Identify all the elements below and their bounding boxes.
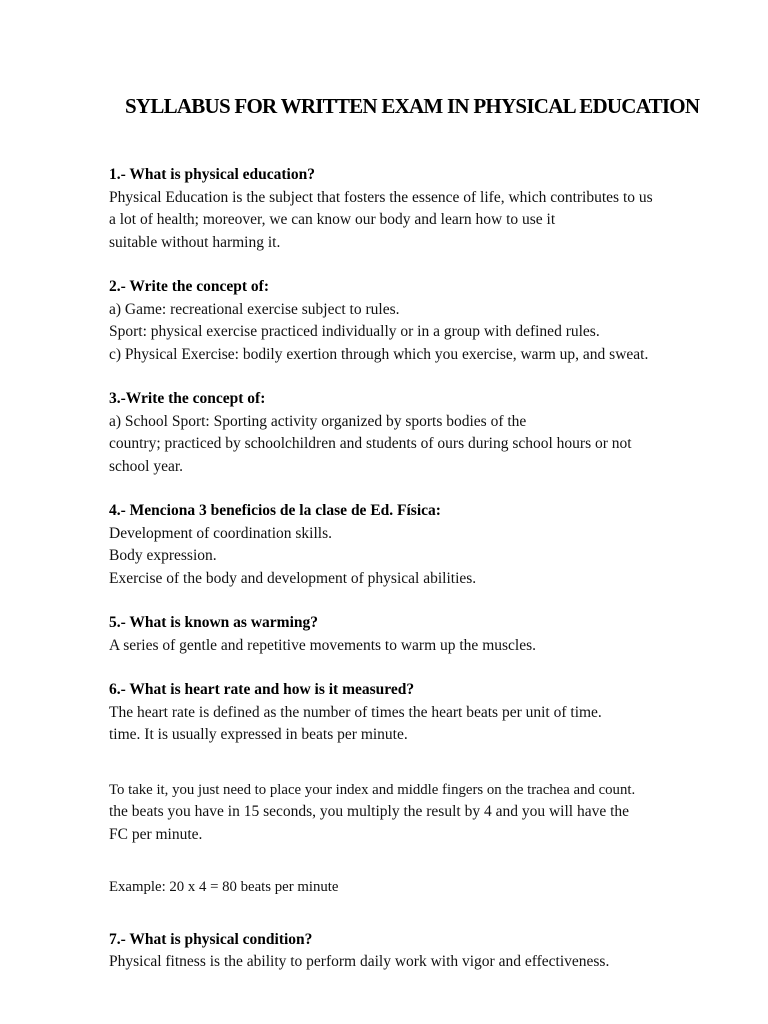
answer-line: a lot of health; moreover, we can know our body and learn how to use it [109,211,556,228]
answer-line: Physical fitness is the ability to perform daily work with vigor and effectiveness. [109,953,610,970]
section-4 [109,500,749,590]
answer-line: The heart rate is defined as the number of times the heart beats per unit of time. [109,703,602,721]
section-3 [109,388,749,478]
heart-rate-example-paragraph [109,876,749,899]
section-5 [109,612,749,657]
answer-line: Physical Education is the subject that fosters the essence of life, which contributes to us [109,188,653,206]
answer-line: Development of coordination skills. [109,524,332,542]
question-heading: 5.- What is known as warming? [109,614,319,631]
answer-line: Sport: physical exercise practiced individually or in a group with defined rules. [109,323,600,340]
section-1 [109,164,749,254]
answer-line: c) Physical Exercise: bodily exertion through which you exercise, warm up, and sweat. [109,345,649,363]
section-6 [109,679,749,747]
paragraph-line: the beats you have in 15 seconds, you multiply the result by 4 and you will have the [109,803,630,820]
answer-line: A series of gentle and repetitive movements to warm up the muscles. [109,636,536,654]
question-heading: 2.- Write the concept of: [109,278,269,295]
question-heading: 4.- Menciona 3 beneficios de la clase de Ed. Física: [109,502,441,519]
heart-rate-method-paragraph [109,779,749,847]
answer-line: a) School Sport: Sporting activity organized by sports bodies of the [109,412,527,430]
section-2 [109,276,749,366]
question-heading: 3.-Write the concept of: [109,390,266,407]
question-heading: 1.- What is physical education? [109,166,315,183]
answer-line: Body expression. [109,547,217,564]
answer-line: time. It is usually expressed in beats per minute. [109,726,408,743]
document-body [109,164,749,996]
answer-line: a) Game: recreational exercise subject to rules. [109,300,400,318]
document-title: SYLLABUS FOR WRITTEN EXAM IN PHYSICAL EDUCATION [125,94,700,118]
paragraph-line: FC per minute. [109,825,203,843]
example-line: Example: 20 x 4 = 80 beats per minute [109,879,339,895]
answer-line: suitable without harming it. [109,233,281,251]
question-heading: 7.- What is physical condition? [109,930,313,948]
answer-line: country; practiced by schoolchildren and students of ours during school hours or not [109,435,632,452]
answer-line: Exercise of the body and development of physical abilities. [109,569,477,587]
answer-line: school year. [109,457,184,475]
section-7 [109,929,749,974]
question-heading: 6.- What is heart rate and how is it measured? [109,681,415,698]
paragraph-line: To take it, you just need to place your index and middle fingers on the trachea and count. [109,781,636,798]
